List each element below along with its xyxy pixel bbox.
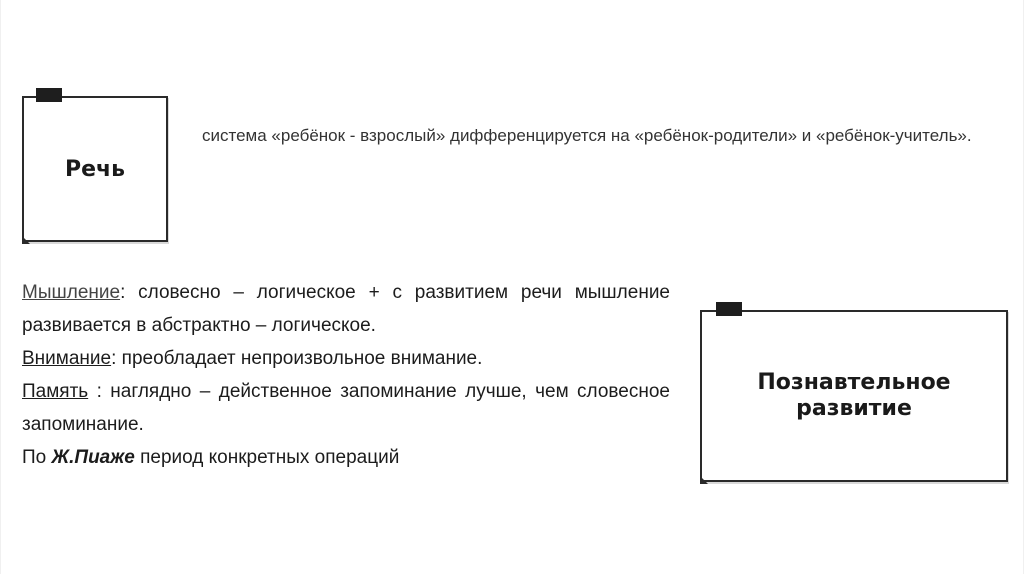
term-thinking: Мышление — [22, 282, 121, 303]
paragraph-memory — [22, 375, 670, 441]
paragraph-attention — [22, 342, 670, 375]
term-attention: Внимание — [22, 348, 112, 369]
piaget-suffix: период конкретных операций — [134, 447, 400, 468]
cognitive-details — [22, 276, 670, 474]
tape-decoration — [716, 302, 742, 316]
thinking-text: : словесно – логическое + с развитием речи мышление развивается в абстрактно – логическое. — [22, 282, 670, 336]
speech-note — [22, 96, 168, 242]
speech-note-label: Речь — [64, 156, 126, 182]
paragraph-thinking — [22, 276, 670, 342]
piaget-prefix: По — [22, 447, 52, 468]
speech-description — [196, 122, 996, 150]
cognitive-note — [700, 310, 1008, 482]
cognitive-note-label: Познавтельное развитие — [757, 370, 951, 421]
attention-text: : преобладает непроизвольное внимание. — [111, 348, 483, 369]
speech-description-text: система «ребёнок - взрослый» дифференцируется на «ребёнок-родители» и «ребёнок-учитель». — [202, 126, 972, 145]
piaget-name: Ж.Пиаже — [51, 447, 135, 468]
paragraph-piaget — [22, 441, 670, 474]
tape-decoration — [36, 88, 62, 102]
memory-text: : наглядно – действенное запоминание лучше, чем словесное запоминание. — [22, 381, 670, 435]
page-curl-decoration — [22, 236, 30, 244]
term-memory: Память — [22, 381, 89, 402]
page-curl-decoration — [700, 476, 708, 484]
